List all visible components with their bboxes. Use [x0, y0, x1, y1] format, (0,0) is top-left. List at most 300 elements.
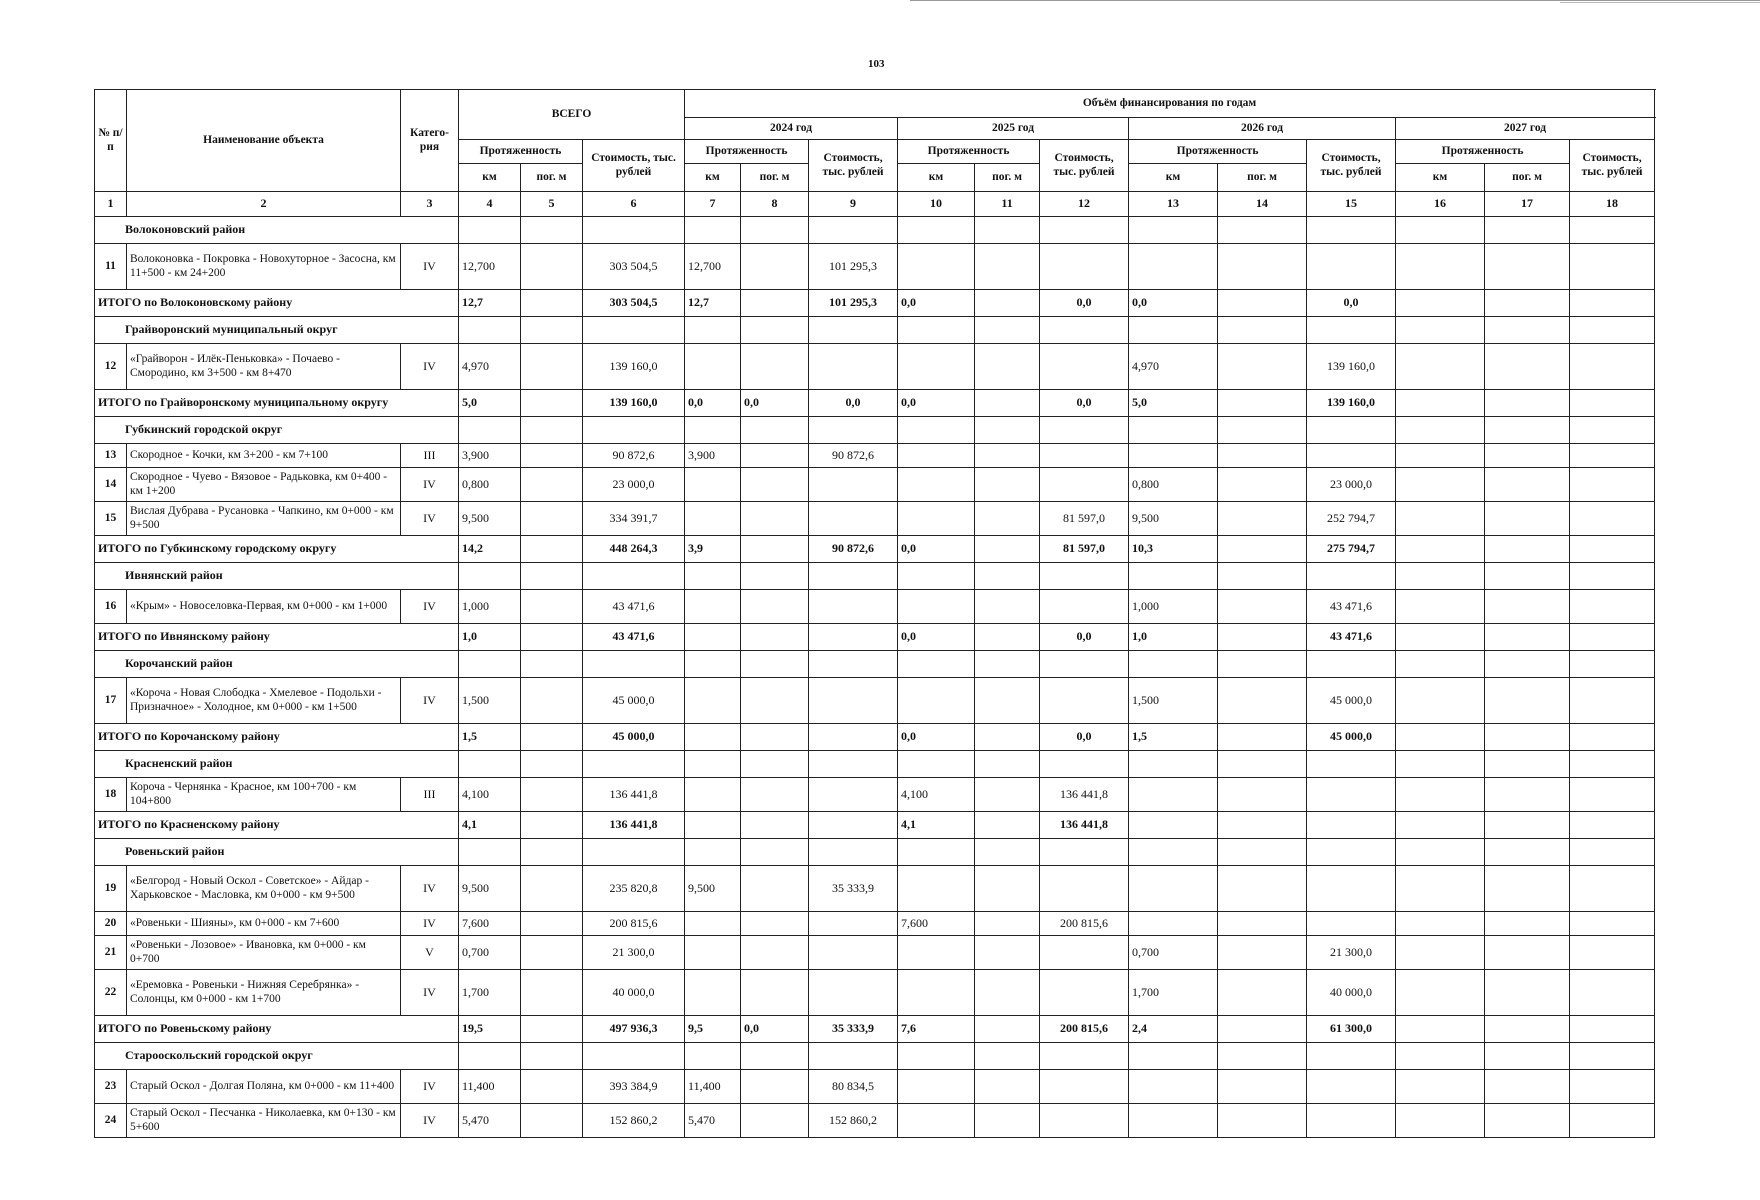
value-cell: 200 815,6	[1040, 912, 1129, 936]
total-value-cell	[741, 812, 809, 839]
object-name: Скородное - Чуево - Вязовое - Радьковка, км 0+400 - км 1+200	[127, 468, 401, 502]
row-number: 13	[95, 444, 127, 468]
value-cell	[975, 502, 1040, 536]
value-cell	[1218, 502, 1307, 536]
empty-cell	[685, 651, 741, 678]
table-row	[95, 678, 1655, 724]
total-label: ИТОГО по Ивнянскому району	[95, 624, 459, 651]
value-cell	[898, 244, 975, 290]
row-number: 23	[95, 1070, 127, 1104]
row-number: 19	[95, 866, 127, 912]
object-name: «Короча - Новая Слободка - Хмелевое - Подольхи - Призначное» - Холодное, км 0+000 - км 1+500	[127, 678, 401, 724]
object-name: Старый Оскол - Долгая Поляна, км 0+000 - км 11+400	[127, 1070, 401, 1104]
column-number-cell: 4	[459, 192, 521, 217]
section-row	[95, 751, 1655, 778]
value-cell: 1,700	[1129, 970, 1218, 1016]
value-cell	[898, 468, 975, 502]
value-cell	[1218, 468, 1307, 502]
table-row	[95, 778, 1655, 812]
empty-cell	[809, 651, 898, 678]
value-cell: 21 300,0	[583, 936, 685, 970]
total-value-cell	[1485, 624, 1570, 651]
value-cell	[975, 1070, 1040, 1104]
value-cell	[1307, 244, 1396, 290]
row-number: 18	[95, 778, 127, 812]
section-title: Корочанский район	[95, 651, 459, 678]
section-title: Старооскольский городской округ	[95, 1043, 459, 1070]
value-cell	[741, 866, 809, 912]
col-header-year: 2024 год	[685, 118, 898, 140]
empty-cell	[459, 217, 521, 244]
empty-cell	[583, 751, 685, 778]
empty-cell	[741, 651, 809, 678]
total-value-cell: 9,5	[685, 1016, 741, 1043]
value-cell: 11,400	[685, 1070, 741, 1104]
value-cell: 45 000,0	[1307, 678, 1396, 724]
total-value-cell	[1396, 290, 1485, 317]
value-cell	[1129, 866, 1218, 912]
value-cell	[1570, 344, 1655, 390]
section-title: Ивнянский район	[95, 563, 459, 590]
empty-cell	[1129, 1043, 1218, 1070]
empty-cell	[809, 217, 898, 244]
value-cell: 12,700	[459, 244, 521, 290]
total-label: ИТОГО по Губкинскому городскому округу	[95, 536, 459, 563]
section-row	[95, 1043, 1655, 1070]
value-cell	[898, 502, 975, 536]
total-value-cell	[1218, 1016, 1307, 1043]
col-header-cost: Стоимость, тыс. рублей	[1040, 140, 1129, 192]
total-value-cell	[975, 724, 1040, 751]
value-cell	[521, 778, 583, 812]
total-value-cell	[975, 812, 1040, 839]
total-value-cell	[685, 812, 741, 839]
total-value-cell: 0,0	[898, 390, 975, 417]
total-value-cell: 200 815,6	[1040, 1016, 1129, 1043]
total-value-cell	[1485, 290, 1570, 317]
total-value-cell	[741, 624, 809, 651]
object-name: «Белгород - Новый Оскол - Советское» - Айдар - Харьковское - Масловка, км 0+000 - км 9+500	[127, 866, 401, 912]
value-cell	[809, 502, 898, 536]
value-cell: 9,500	[1129, 502, 1218, 536]
row-number: 21	[95, 936, 127, 970]
value-cell: 1,500	[459, 678, 521, 724]
value-cell: 21 300,0	[1307, 936, 1396, 970]
total-value-cell: 303 504,5	[583, 290, 685, 317]
empty-cell	[809, 751, 898, 778]
total-value-cell	[1396, 724, 1485, 751]
total-value-cell	[1396, 1016, 1485, 1043]
value-cell: 0,800	[1129, 468, 1218, 502]
total-value-cell	[1570, 624, 1655, 651]
value-cell	[521, 502, 583, 536]
empty-cell	[1040, 839, 1129, 866]
value-cell	[685, 970, 741, 1016]
total-row	[95, 290, 1655, 317]
total-value-cell: 136 441,8	[1040, 812, 1129, 839]
value-cell	[1396, 502, 1485, 536]
value-cell: 11,400	[459, 1070, 521, 1104]
col-header-financing: Объём финансирования по годам	[685, 90, 1655, 118]
column-number-cell: 5	[521, 192, 583, 217]
total-value-cell	[1396, 536, 1485, 563]
total-value-cell	[1485, 536, 1570, 563]
column-number-cell: 3	[401, 192, 459, 217]
object-name: «Крым» - Новоселовка-Первая, км 0+000 - км 1+000	[127, 590, 401, 624]
value-cell	[975, 444, 1040, 468]
empty-cell	[583, 839, 685, 866]
value-cell	[975, 1104, 1040, 1138]
value-cell	[1218, 912, 1307, 936]
total-value-cell	[685, 724, 741, 751]
category-cell: V	[401, 936, 459, 970]
value-cell	[1396, 778, 1485, 812]
total-value-cell	[1485, 812, 1570, 839]
col-header-cost: Стоимость, тыс. рублей	[583, 140, 685, 192]
empty-cell	[975, 563, 1040, 590]
total-value-cell: 19,5	[459, 1016, 521, 1043]
value-cell: 0,800	[459, 468, 521, 502]
object-name: «Ровеньки - Шияны», км 0+000 - км 7+600	[127, 912, 401, 936]
total-value-cell	[521, 390, 583, 417]
total-label: ИТОГО по Красненскому району	[95, 812, 459, 839]
total-value-cell	[1570, 1016, 1655, 1043]
empty-cell	[975, 417, 1040, 444]
total-value-cell	[1570, 536, 1655, 563]
empty-cell	[1396, 751, 1485, 778]
value-cell: 101 295,3	[809, 244, 898, 290]
value-cell	[1485, 866, 1570, 912]
column-number-cell: 11	[975, 192, 1040, 217]
table-row	[95, 468, 1655, 502]
total-label: ИТОГО по Ровеньскому району	[95, 1016, 459, 1043]
value-cell: 3,900	[459, 444, 521, 468]
total-value-cell: 7,6	[898, 1016, 975, 1043]
category-cell: IV	[401, 866, 459, 912]
value-cell: 45 000,0	[583, 678, 685, 724]
value-cell	[741, 468, 809, 502]
value-cell	[1570, 936, 1655, 970]
value-cell	[521, 444, 583, 468]
empty-cell	[898, 751, 975, 778]
empty-cell	[1129, 751, 1218, 778]
row-number: 17	[95, 678, 127, 724]
section-row	[95, 417, 1655, 444]
column-number-cell: 10	[898, 192, 975, 217]
value-cell	[1396, 590, 1485, 624]
column-number-cell: 14	[1218, 192, 1307, 217]
value-cell	[1570, 1104, 1655, 1138]
total-value-cell	[1218, 290, 1307, 317]
row-number: 20	[95, 912, 127, 936]
total-value-cell: 0,0	[741, 1016, 809, 1043]
value-cell	[1307, 1070, 1396, 1104]
value-cell	[898, 444, 975, 468]
value-cell	[741, 1104, 809, 1138]
empty-cell	[583, 563, 685, 590]
value-cell	[975, 590, 1040, 624]
total-value-cell: 4,1	[898, 812, 975, 839]
empty-cell	[1396, 1043, 1485, 1070]
value-cell	[1218, 590, 1307, 624]
total-value-cell	[1485, 724, 1570, 751]
empty-cell	[975, 839, 1040, 866]
value-cell	[1040, 866, 1129, 912]
value-cell	[898, 866, 975, 912]
total-value-cell: 2,4	[1129, 1016, 1218, 1043]
value-cell: 90 872,6	[583, 444, 685, 468]
object-name: Скородное - Кочки, км 3+200 - км 7+100	[127, 444, 401, 468]
value-cell	[1129, 444, 1218, 468]
total-value-cell	[809, 624, 898, 651]
total-value-cell	[1396, 624, 1485, 651]
col-header-name: Наименование объекта	[127, 90, 401, 192]
empty-cell	[1218, 751, 1307, 778]
total-value-cell	[1570, 390, 1655, 417]
empty-cell	[1129, 651, 1218, 678]
value-cell: 7,600	[459, 912, 521, 936]
value-cell: 393 384,9	[583, 1070, 685, 1104]
col-header-pogm: пог. м	[1218, 164, 1307, 192]
total-value-cell	[521, 290, 583, 317]
column-number-cell: 18	[1570, 192, 1655, 217]
total-value-cell: 0,0	[898, 536, 975, 563]
empty-cell	[1218, 563, 1307, 590]
empty-cell	[1040, 563, 1129, 590]
value-cell	[1040, 468, 1129, 502]
value-cell	[1040, 344, 1129, 390]
total-value-cell: 12,7	[459, 290, 521, 317]
value-cell	[1485, 444, 1570, 468]
column-number-row	[95, 192, 1655, 217]
total-value-cell	[1396, 390, 1485, 417]
empty-cell	[459, 839, 521, 866]
empty-cell	[459, 417, 521, 444]
col-header-pogm: пог. м	[975, 164, 1040, 192]
empty-cell	[1396, 563, 1485, 590]
value-cell	[741, 344, 809, 390]
object-name: Волоконовка - Покровка - Новохуторное - Засосна, км 11+500 - км 24+200	[127, 244, 401, 290]
empty-cell	[1396, 651, 1485, 678]
value-cell: 23 000,0	[1307, 468, 1396, 502]
value-cell	[1218, 244, 1307, 290]
total-value-cell: 0,0	[898, 290, 975, 317]
value-cell	[809, 970, 898, 1016]
table-row	[95, 936, 1655, 970]
total-value-cell	[685, 624, 741, 651]
column-number-cell: 2	[127, 192, 401, 217]
value-cell	[521, 936, 583, 970]
empty-cell	[1396, 839, 1485, 866]
value-cell	[809, 936, 898, 970]
total-value-cell	[521, 624, 583, 651]
total-value-cell: 0,0	[1040, 724, 1129, 751]
total-value-cell: 0,0	[685, 390, 741, 417]
empty-cell	[1040, 417, 1129, 444]
total-value-cell: 1,5	[1129, 724, 1218, 751]
value-cell	[898, 1070, 975, 1104]
value-cell	[1218, 344, 1307, 390]
value-cell	[1040, 936, 1129, 970]
column-number-cell: 13	[1129, 192, 1218, 217]
value-cell	[1570, 590, 1655, 624]
category-cell: III	[401, 444, 459, 468]
value-cell	[685, 502, 741, 536]
total-value-cell: 101 295,3	[809, 290, 898, 317]
section-title: Красненский район	[95, 751, 459, 778]
value-cell: 23 000,0	[583, 468, 685, 502]
empty-cell	[459, 1043, 521, 1070]
empty-cell	[898, 839, 975, 866]
empty-cell	[583, 1043, 685, 1070]
total-value-cell: 1,5	[459, 724, 521, 751]
value-cell	[521, 344, 583, 390]
empty-cell	[1129, 563, 1218, 590]
total-value-cell	[1570, 812, 1655, 839]
empty-cell	[1218, 839, 1307, 866]
total-value-cell: 0,0	[898, 624, 975, 651]
row-number: 22	[95, 970, 127, 1016]
table-row	[95, 502, 1655, 536]
empty-cell	[809, 563, 898, 590]
value-cell	[1485, 502, 1570, 536]
value-cell	[975, 866, 1040, 912]
table-row	[95, 1070, 1655, 1104]
value-cell	[1218, 1104, 1307, 1138]
empty-cell	[1040, 751, 1129, 778]
total-value-cell	[1485, 390, 1570, 417]
object-name: Вислая Дубрава - Русановка - Чапкино, км 0+000 - км 9+500	[127, 502, 401, 536]
empty-cell	[975, 217, 1040, 244]
value-cell	[521, 678, 583, 724]
empty-cell	[685, 1043, 741, 1070]
value-cell	[898, 590, 975, 624]
category-cell: III	[401, 778, 459, 812]
table-row	[95, 866, 1655, 912]
col-header-cost: Стоимость, тыс. рублей	[809, 140, 898, 192]
section-title: Ровеньский район	[95, 839, 459, 866]
value-cell: 303 504,5	[583, 244, 685, 290]
value-cell: 152 860,2	[583, 1104, 685, 1138]
total-value-cell	[975, 1016, 1040, 1043]
empty-cell	[583, 317, 685, 344]
total-value-cell	[1129, 812, 1218, 839]
value-cell	[521, 1104, 583, 1138]
category-cell: IV	[401, 1070, 459, 1104]
object-name: «Грайворон - Илёк-Пеньковка» - Почаево - Смородино, км 3+500 - км 8+470	[127, 344, 401, 390]
value-cell	[685, 912, 741, 936]
empty-cell	[1485, 217, 1570, 244]
col-header-pogm: пог. м	[741, 164, 809, 192]
col-header-num: № п/п	[95, 90, 127, 192]
category-cell: IV	[401, 468, 459, 502]
total-value-cell: 0,0	[1307, 290, 1396, 317]
empty-cell	[1570, 651, 1655, 678]
value-cell	[741, 678, 809, 724]
value-cell	[1570, 866, 1655, 912]
value-cell	[1570, 444, 1655, 468]
value-cell	[1218, 970, 1307, 1016]
value-cell	[1396, 244, 1485, 290]
value-cell	[1396, 444, 1485, 468]
value-cell	[1485, 678, 1570, 724]
total-value-cell: 0,0	[741, 390, 809, 417]
empty-cell	[1570, 317, 1655, 344]
col-header-year: 2027 год	[1396, 118, 1655, 140]
value-cell	[741, 970, 809, 1016]
total-label: ИТОГО по Корочанскому району	[95, 724, 459, 751]
value-cell	[521, 912, 583, 936]
value-cell	[1307, 444, 1396, 468]
total-value-cell	[809, 724, 898, 751]
value-cell	[1396, 344, 1485, 390]
value-cell	[1129, 912, 1218, 936]
value-cell	[1570, 912, 1655, 936]
value-cell	[521, 244, 583, 290]
total-value-cell	[1570, 724, 1655, 751]
empty-cell	[741, 1043, 809, 1070]
col-header-year: 2025 год	[898, 118, 1129, 140]
value-cell: 1,700	[459, 970, 521, 1016]
section-row	[95, 839, 1655, 866]
value-cell	[1396, 866, 1485, 912]
total-value-cell	[1570, 290, 1655, 317]
empty-cell	[459, 563, 521, 590]
total-row	[95, 812, 1655, 839]
empty-cell	[1218, 417, 1307, 444]
empty-cell	[1307, 1043, 1396, 1070]
total-value-cell	[741, 290, 809, 317]
value-cell	[1485, 468, 1570, 502]
empty-cell	[1307, 217, 1396, 244]
scan-edge-line	[1560, 2, 1760, 3]
value-cell	[521, 590, 583, 624]
value-cell	[1570, 502, 1655, 536]
empty-cell	[1218, 217, 1307, 244]
column-number-cell: 9	[809, 192, 898, 217]
empty-cell	[1307, 417, 1396, 444]
value-cell	[1129, 778, 1218, 812]
total-value-cell	[975, 290, 1040, 317]
empty-cell	[1485, 651, 1570, 678]
object-name: Короча - Чернянка - Красное, км 100+700 - км 104+800	[127, 778, 401, 812]
empty-cell	[975, 317, 1040, 344]
col-header-km: км	[898, 164, 975, 192]
empty-cell	[459, 751, 521, 778]
value-cell: 152 860,2	[809, 1104, 898, 1138]
empty-cell	[1218, 1043, 1307, 1070]
empty-cell	[459, 651, 521, 678]
empty-cell	[685, 417, 741, 444]
total-value-cell	[1218, 624, 1307, 651]
empty-cell	[1129, 317, 1218, 344]
value-cell: 4,100	[459, 778, 521, 812]
value-cell: 35 333,9	[809, 866, 898, 912]
total-label: ИТОГО по Волоконовскому району	[95, 290, 459, 317]
empty-cell	[809, 839, 898, 866]
empty-cell	[1040, 317, 1129, 344]
value-cell	[809, 678, 898, 724]
value-cell	[741, 936, 809, 970]
empty-cell	[1485, 317, 1570, 344]
total-value-cell: 5,0	[459, 390, 521, 417]
value-cell	[1396, 678, 1485, 724]
empty-cell	[741, 217, 809, 244]
value-cell: 9,500	[459, 502, 521, 536]
section-row	[95, 217, 1655, 244]
value-cell: 43 471,6	[1307, 590, 1396, 624]
value-cell	[975, 912, 1040, 936]
